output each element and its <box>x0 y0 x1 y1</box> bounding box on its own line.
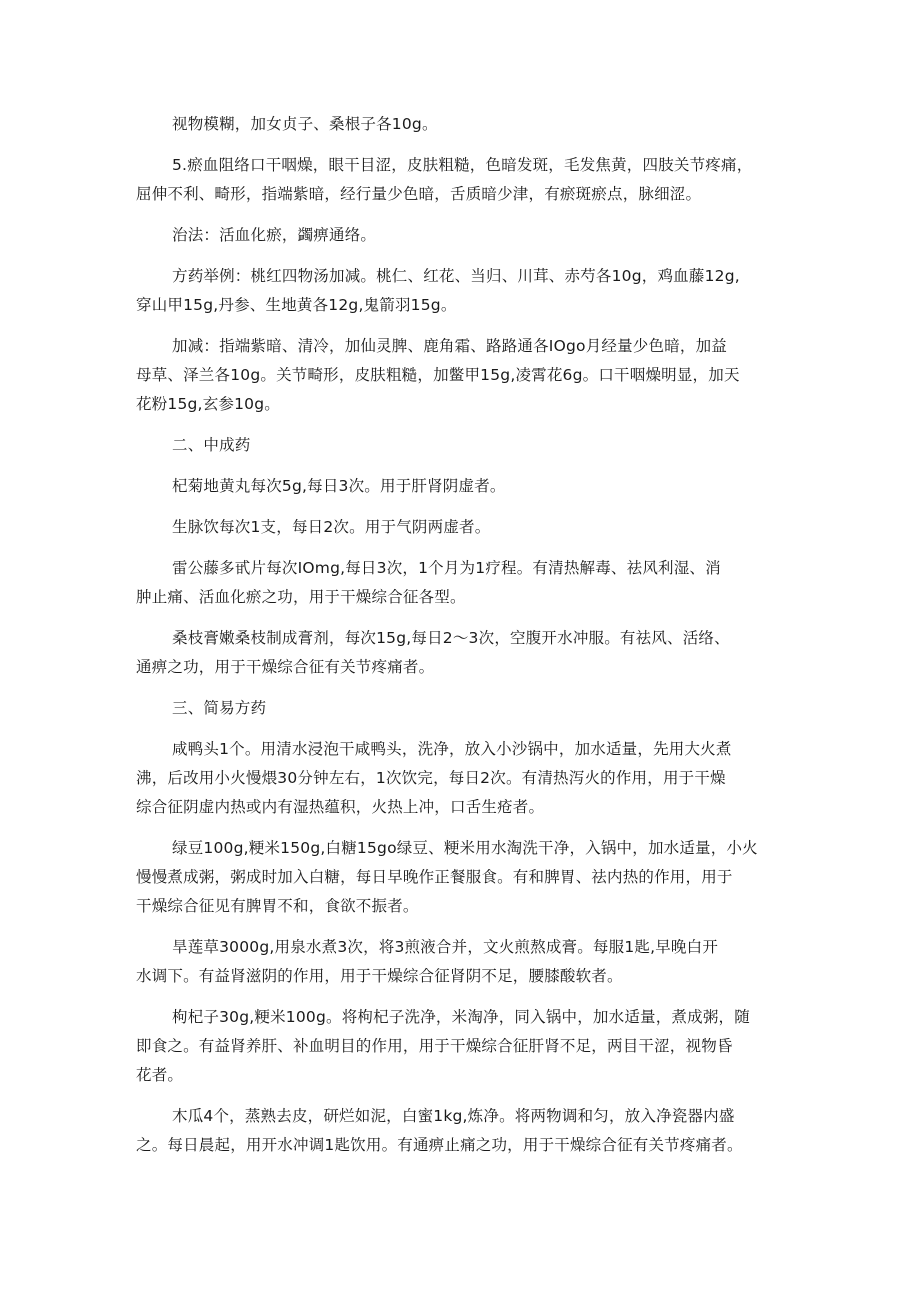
paragraph <box>136 332 796 419</box>
paragraph <box>136 735 796 822</box>
paragraph <box>136 110 796 139</box>
paragraph-line: 生脉饮每次1支，每日2次。用于气阴两虚者。 <box>172 518 491 536</box>
paragraph <box>136 1102 796 1160</box>
paragraph <box>136 431 796 460</box>
paragraph-line: 慢慢煮成粥，粥成时加入白糖，每日早晚作正餐服食。有和脾胃、祛内热的作用，用于 <box>136 868 733 886</box>
paragraph-line: 二、中成药 <box>172 436 251 454</box>
paragraph-line: 治法：活血化瘀，蠲痹通络。 <box>172 226 377 244</box>
paragraph-line: 5.瘀血阻络口干咽燥，眼干目涩，皮肤粗糙，色暗发斑，毛发焦黄，四肢关节疼痛， <box>172 156 753 174</box>
paragraph-line: 旱莲草3000g,用泉水煮3次，将3煎液合并，文火煎熬成膏。每服1匙,早晚白开 <box>172 938 719 956</box>
paragraph <box>136 694 796 723</box>
paragraph-line: 通痹之功，用于干燥综合征有关节疼痛者。 <box>136 658 435 676</box>
paragraph-line: 干燥综合征见有脾胃不和，食欲不振者。 <box>136 897 419 915</box>
paragraph <box>136 262 796 320</box>
paragraph <box>136 834 796 921</box>
paragraph-line: 绿豆100g,粳米150g,白糖15go绿豆、粳米用水淘洗干净，入锅中，加水适量，小火 <box>172 839 758 857</box>
paragraph-line: 桑枝膏嫩桑枝制成膏剂，每次15g,每日2～3次，空腹开水冲服。有祛风、活络、 <box>172 629 730 647</box>
paragraph-line: 屈伸不利、畸形，指端紫暗，经行量少色暗，舌质暗少津，有瘀斑瘀点，脉细涩。 <box>136 185 702 203</box>
paragraph-line: 方药举例：桃红四物汤加减。桃仁、红花、当归、川茸、赤芍各10g，鸡血藤12g, <box>172 267 740 285</box>
paragraph <box>136 221 796 250</box>
paragraph-line: 花粉15g,玄参10g。 <box>136 395 280 413</box>
paragraph-line: 杞菊地黄丸每次5g,每日3次。用于肝肾阴虚者。 <box>172 477 506 495</box>
paragraph <box>136 472 796 501</box>
paragraph-line: 视物模糊，加女贞子、桑根子各10g。 <box>172 115 438 133</box>
paragraph-line: 母草、泽兰各10g。关节畸形，皮肤粗糙，加鳖甲15g,凌霄花6g。口干咽燥明显，加天 <box>136 366 740 384</box>
paragraph-line: 肿止痛、活血化瘀之功，用于干燥综合征各型。 <box>136 588 466 606</box>
paragraph <box>136 933 796 991</box>
paragraph-line: 花者。 <box>136 1066 184 1084</box>
paragraph <box>136 1003 796 1090</box>
paragraph-line: 穿山甲15g,丹参、生地黄各12g,鬼箭羽15g。 <box>136 296 457 314</box>
paragraph-line: 加减：指端紫暗、清冷，加仙灵脾、鹿角霜、路路通各IOgo月经量少色暗，加益 <box>172 337 727 355</box>
paragraph-line: 综合征阴虚内热或内有湿热蕴积，火热上冲，口舌生疮者。 <box>136 798 545 816</box>
paragraph-line: 即食之。有益肾养肝、补血明目的作用，用于干燥综合征肝肾不足，两目干涩，视物昏 <box>136 1037 733 1055</box>
document-body <box>136 110 796 1172</box>
paragraph <box>136 151 796 209</box>
paragraph-line: 咸鸭头1个。用清水浸泡干咸鸭头，洗净，放入小沙锅中，加水适量，先用大火煮 <box>172 740 732 758</box>
paragraph-line: 枸杞子30g,粳米100g。将枸杞子洗净，米淘净，同入锅中，加水适量，煮成粥，随 <box>172 1008 750 1026</box>
paragraph <box>136 513 796 542</box>
paragraph-line: 三、简易方药 <box>172 699 267 717</box>
paragraph-line: 水调下。有益肾滋阴的作用，用于干燥综合征肾阴不足，腰膝酸软者。 <box>136 967 623 985</box>
paragraph <box>136 624 796 682</box>
paragraph-line: 之。每日晨起，用开水冲调1匙饮用。有通痹止痛之功，用于干燥综合征有关节疼痛者。 <box>136 1136 743 1154</box>
paragraph-line: 木瓜4个，蒸熟去皮，研烂如泥，白蜜1kg,炼净。将两物调和匀，放入净瓷器内盛 <box>172 1107 735 1125</box>
paragraph <box>136 554 796 612</box>
paragraph-line: 沸，后改用小火慢煨30分钟左右，1次饮完，每日2次。有清热泻火的作用，用于干燥 <box>136 769 726 787</box>
paragraph-line: 雷公藤多甙片每次IOmg,每日3次，1个月为1疗程。有清热解毒、祛风利湿、消 <box>172 559 721 577</box>
